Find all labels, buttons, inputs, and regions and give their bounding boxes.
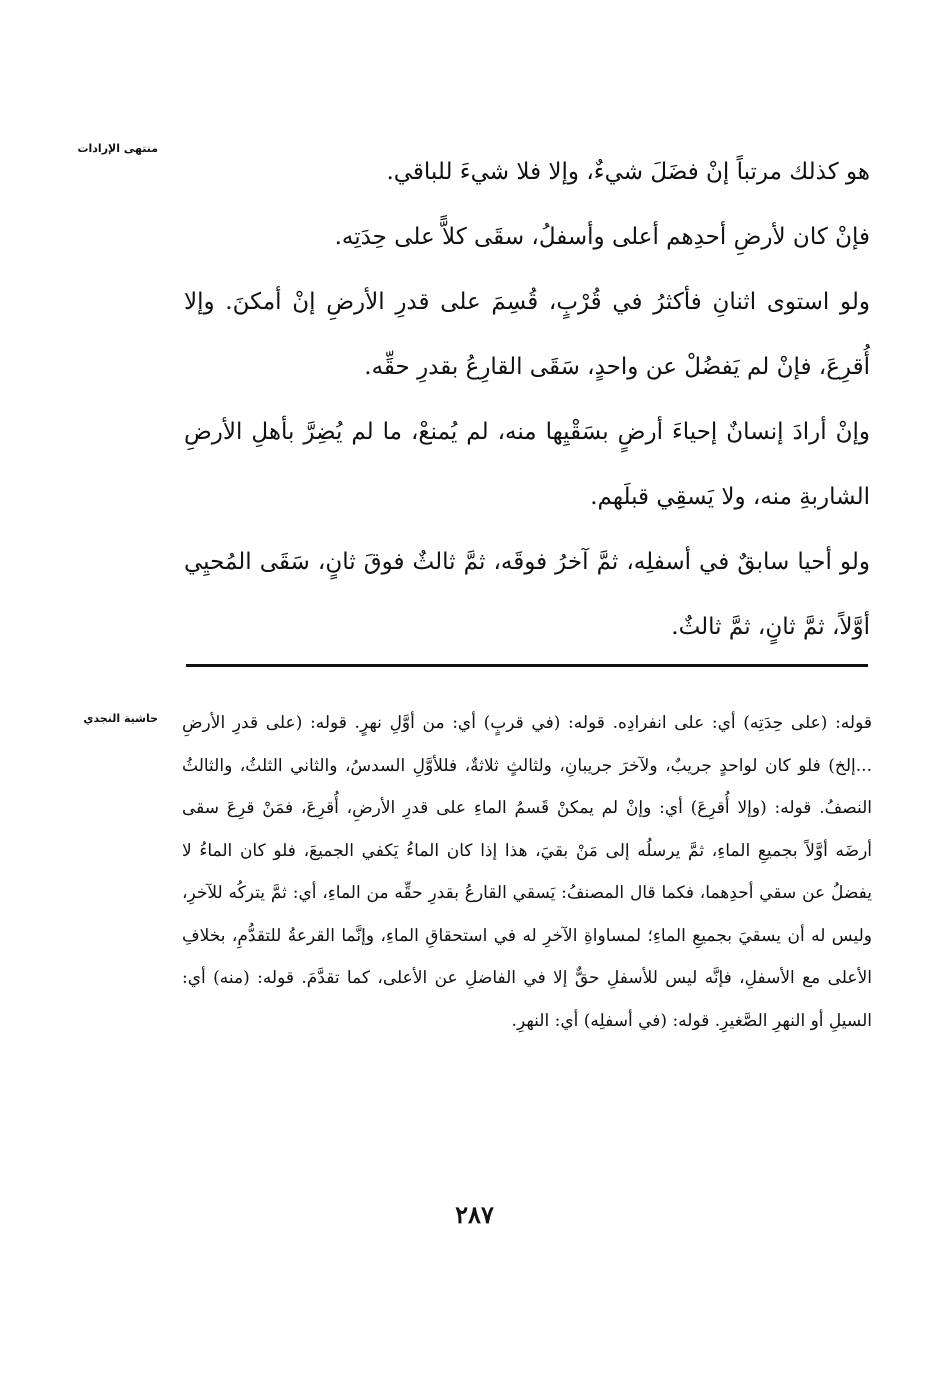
main-paragraph: فإنْ كان لأرضِ أحدِهم أعلى وأسفلُ، سقَى كلاًّ على حِدَتِه. xyxy=(334,224,870,250)
main-paragraph: وإنْ أرادَ إنسانٌ إحياءَ أرضٍ بسَقْيِها منه، لم يُمنعْ، ما لم يُضِرَّ بأهلِ الأرضِ الشاربةِ منه، ولا يَسقِي قبلَهم. xyxy=(184,419,870,510)
page-number: ٢٨٧ xyxy=(455,1200,494,1229)
separator-rule xyxy=(186,664,868,667)
margin-label-main-text: منتهى الإرادات xyxy=(77,142,158,155)
main-paragraph: هو كذلك مرتباً إنْ فضَلَ شيءٌ، وإلا فلا شيءَ للباقي. xyxy=(386,159,870,185)
commentary-text xyxy=(182,702,872,1042)
commentary-paragraph: قوله: (على حِدَتِه) أي: على انفرادِه. قوله: (في قربٍ) أي: من أوَّلِ نهرٍ. قوله: (على قدرِ الأرضِ ...إلخ) فلو كان لواحدٍ جريبٌ، ولآخرَ جريبانِ، ولثالثٍ ثلاثةٌ، فللأوَّلِ السدسُ، والثاني الثلثُ، والثالثُ النصفُ. قوله: (وإلا أُقرِعَ) أي: وإنْ لم يمكنْ قَسمُ الماءِ على قدرِ الأرضِ، أُقرِعَ، فمَنْ قرِعَ سقى أرضَه أوَّلاً بجميعِ الماءِ، ثمَّ يرسلُه إلى مَنْ بقيَ، هذا إذا كان الماءُ يَكفي الجميعَ، فلو كان الماءُ لا يفضلُ عن سقي أحدِهما، فكما قال المصنفُ: يَسقي القارعُ بقدرِ حقِّه من الماءِ، أي: ثمَّ يتركُه للآخرِ، وليس له أن يسقيَ بجميعِ الماءِ؛ لمساواةِ الآخرِ له في استحقاقِ الماءِ، وإنَّما القرعةُ للتقدُّمِ، بخلافِ الأعلى مع الأسفلِ، فإنَّه ليس للأسفلِ حقٌّ إلا في الفاضلِ عن الأعلى، كما تقدَّمَ. قوله: (منه) أي: السيلِ أو النهرِ الصَّغيرِ. قوله: (في أسفلِه) أي: النهرِ. xyxy=(182,713,872,1031)
main-paragraph: ولو استوى اثنانِ فأكثرُ في قُرْبٍ، قُسِمَ على قدرِ الأرضِ إنْ أمكنَ. وإلا أُقرِعَ، فإنْ لم يَفضُلْ عن واحدٍ، سَقَى القارِعُ بقدرِ حقِّه. xyxy=(184,289,870,380)
margin-label-commentary: حاشية النجدي xyxy=(83,712,158,725)
main-text xyxy=(184,140,870,660)
main-paragraph: ولو أحيا سابقٌ في أسفلِه، ثمَّ آخرُ فوقَه، ثمَّ ثالثٌ فوقَ ثانٍ، سَقَى المُحيِي أوَّلاً، ثمَّ ثانٍ، ثمَّ ثالثٌ. xyxy=(184,549,870,640)
